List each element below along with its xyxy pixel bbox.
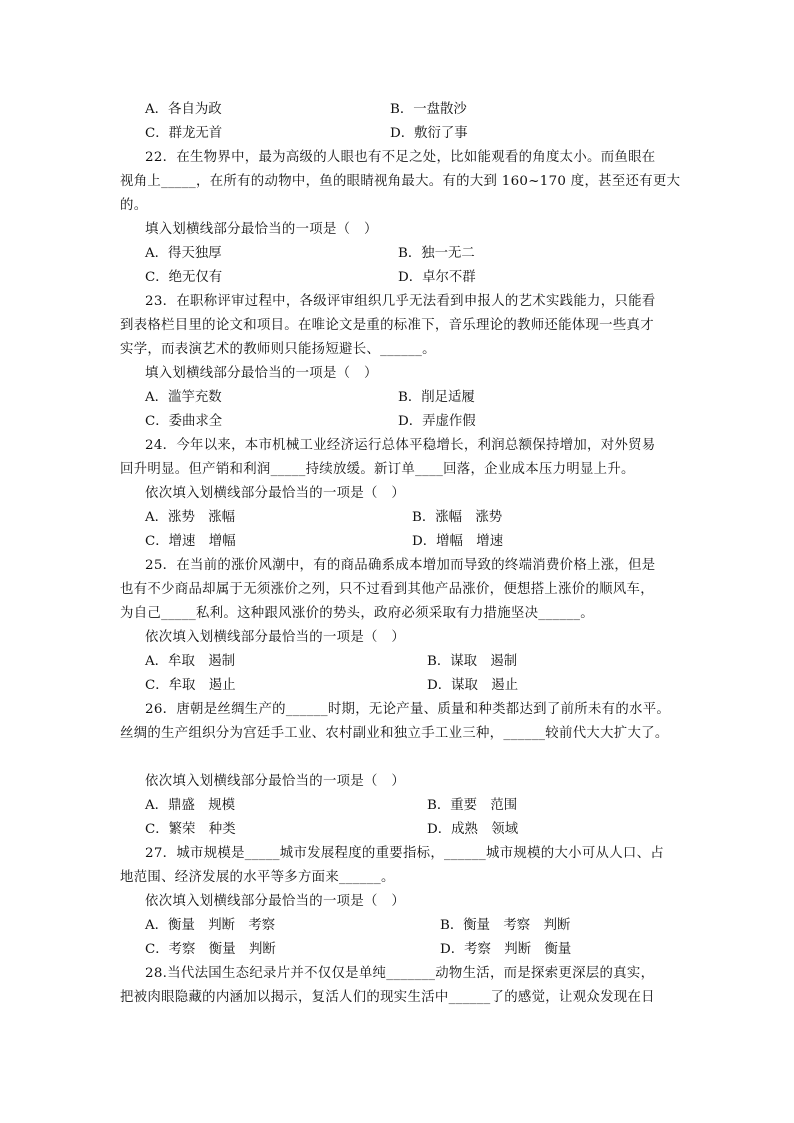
q25-option-b: B．谋取 遏制: [427, 654, 518, 669]
q22-option-d: D．卓尔不群: [398, 270, 476, 285]
q23-option-a: A．滥竽充数: [145, 390, 222, 405]
q24-text-line-1: 24．今年以来，本市机械工业经济运行总体平稳增长，利润总额保持增加，对外贸易: [145, 438, 656, 453]
q26-option-d: D．成熟 领域: [427, 822, 519, 837]
q25-text-line-3: 为自己_____私利。这种跟风涨价的势头，政府必须采取有力措施坚决______。: [120, 606, 594, 621]
q23-option-c: C．委曲求全: [145, 414, 223, 429]
q24-option-d: D．增幅 增速: [412, 534, 504, 549]
q21-option-a: A．各自为政: [145, 102, 222, 117]
q24-option-b: B．涨幅 涨势: [412, 510, 503, 525]
q26-option-c: C．繁荣 种类: [145, 822, 236, 837]
q22-stem: 填入划横线部分最恰当的一项是（ ）: [145, 222, 378, 237]
q22-text-line-2: 视角上_____，在所有的动物中，鱼的眼睛视角最大。有的大到 160~170 度，甚至还有更大: [120, 174, 681, 189]
q26-option-b: B．重要 范围: [427, 798, 518, 813]
q28-text-line-1: 28.当代法国生态纪录片并不仅仅是单纯_______动物生活，而是探索更深层的真实，: [145, 966, 655, 981]
q22-text-line-3: 的。: [120, 198, 148, 213]
q27-option-a: A．衡量 判断 考察: [145, 918, 276, 933]
q26-text-line-1: 26．唐朝是丝绸生产的______时期，无论产量、质量和种类都达到了前所未有的水平。: [145, 702, 671, 717]
q21-option-c: C．群龙无首: [145, 126, 223, 141]
q21-option-d: D．敷衍了事: [390, 126, 468, 141]
q27-option-d: D．考察 判断 衡量: [440, 942, 572, 957]
q25-text-line-2: 也有不少商品却属于无须涨价之列，只不过看到其他产品涨价，便想搭上涨价的顺风车，: [120, 582, 654, 597]
q26-option-a: A．鼎盛 规模: [145, 798, 236, 813]
q25-stem: 依次填入划横线部分最恰当的一项是（ ）: [145, 630, 406, 645]
q23-option-b: B．削足适履: [398, 390, 475, 405]
q21-option-b: B．一盘散沙: [390, 102, 467, 117]
q23-option-d: D．弄虚作假: [398, 414, 476, 429]
q23-text-line-1: 23．在职称评审过程中，各级评审组织几乎无法看到申报人的艺术实践能力，只能看: [145, 294, 656, 309]
q25-option-d: D．谋取 遏止: [427, 678, 519, 693]
q23-stem: 填入划横线部分最恰当的一项是（ ）: [145, 366, 378, 381]
q23-text-line-2: 到表格栏目里的论文和项目。在唯论文是重的标准下，音乐理论的教师还能体现一些真才: [120, 318, 654, 333]
q25-option-c: C．牟取 遏止: [145, 678, 236, 693]
q27-text-line-1: 27．城市规模是_____城市发展程度的重要指标，______城市规模的大小可从人口、占: [145, 846, 664, 861]
q25-text-line-1: 25．在当前的涨价风潮中，有的商品确系成本增加而导致的终端消费价格上涨，但是: [145, 558, 656, 573]
q27-option-c: C．考察 衡量 判断: [145, 942, 276, 957]
q24-stem: 依次填入划横线部分最恰当的一项是（ ）: [145, 486, 406, 501]
q26-stem: 依次填入划横线部分最恰当的一项是（ ）: [145, 774, 406, 789]
q23-text-line-3: 实学，而表演艺术的教师则只能扬短避长、______。: [120, 342, 436, 357]
q27-stem: 依次填入划横线部分最恰当的一项是（ ）: [145, 894, 406, 909]
q24-option-a: A．涨势 涨幅: [145, 510, 236, 525]
q25-option-a: A．牟取 遏制: [145, 654, 236, 669]
q28-text-line-2: 把被肉眼隐藏的内涵加以揭示，复活人们的现实生活中______了的感觉，让观众发现在日: [120, 990, 655, 1005]
q26-text-line-2: 丝绸的生产组织分为宫廷手工业、农村副业和独立手工业三种，______较前代大大扩大了。: [120, 726, 669, 741]
q27-text-line-2: 地范围、经济发展的水平等多方面来______。: [120, 870, 395, 885]
q24-text-line-2: 回升明显。但产销和利润_____持续放缓。新订单____回落，企业成本压力明显上升。: [120, 462, 635, 477]
q22-text-line-1: 22．在生物界中，最为高级的人眼也有不足之处，比如能观看的角度太小。而鱼眼在: [145, 150, 656, 165]
q27-option-b: B．衡量 考察 判断: [440, 918, 571, 933]
q24-option-c: C．增速 增幅: [145, 534, 236, 549]
q22-option-c: C．绝无仅有: [145, 270, 223, 285]
q22-option-b: B．独一无二: [398, 246, 475, 261]
q22-option-a: A．得天独厚: [145, 246, 222, 261]
